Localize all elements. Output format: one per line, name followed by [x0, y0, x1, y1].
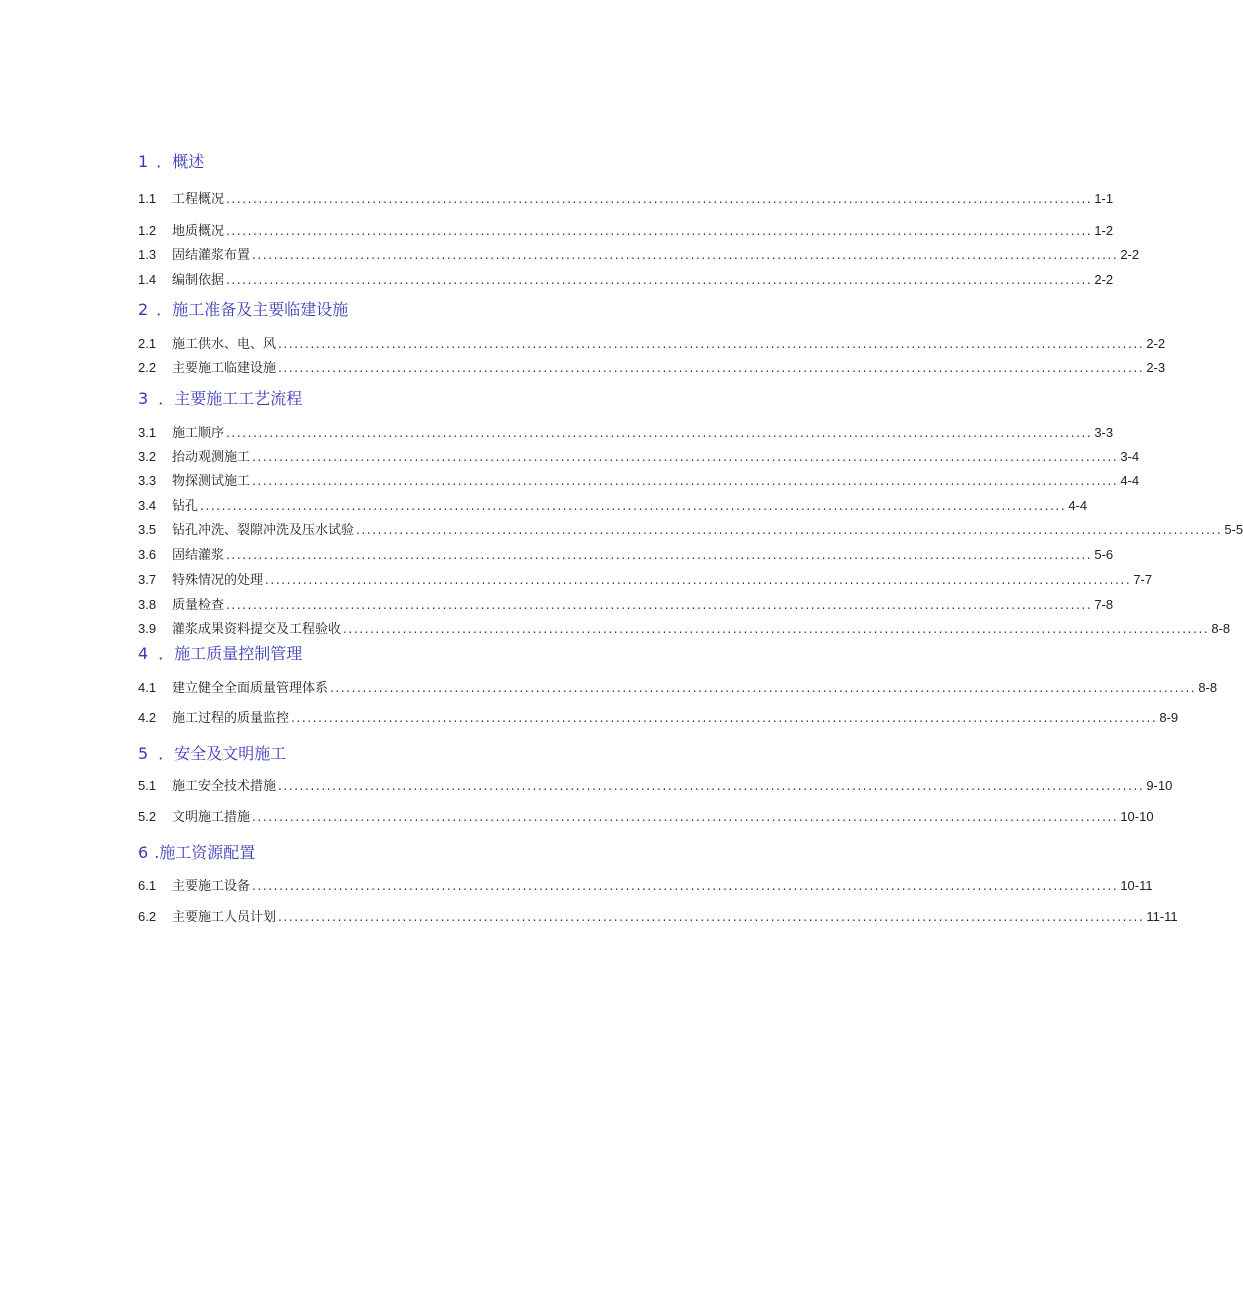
- dot-leader: ................................................................................................................................................................: [226, 224, 1093, 238]
- toc-entry[interactable]: [138, 709, 1179, 727]
- dot-leader: ................................................................................................................................................................: [226, 273, 1093, 287]
- toc-entry-number: 5.1: [138, 778, 157, 793]
- toc-entry-number: 1.3: [138, 247, 157, 262]
- toc-entry-page: 2-3: [1146, 360, 1166, 375]
- toc-entry-number: 3.1: [138, 425, 157, 440]
- dot-leader: ................................................................................................................................................................: [291, 711, 1158, 725]
- dot-leader: ................................................................................................................................................................: [278, 779, 1145, 793]
- dot-leader: ................................................................................................................................................................: [252, 248, 1119, 262]
- toc-heading-title: ．主要施工工艺流程: [158, 389, 303, 408]
- toc-heading[interactable]: [138, 300, 348, 320]
- dot-leader: ................................................................................................................................................................: [226, 548, 1093, 562]
- dot-leader: ................................................................................................................................................................: [226, 598, 1093, 612]
- toc-entry-number: 3.8: [138, 597, 157, 612]
- toc-entry[interactable]: [138, 877, 1153, 895]
- toc-entry-number: 2.2: [138, 360, 157, 375]
- toc-entry-page: 8-8: [1211, 621, 1231, 636]
- toc-entry-number: 3.6: [138, 547, 157, 562]
- dot-leader: ................................................................................................................................................................: [343, 622, 1210, 636]
- toc-entry-page: 2-2: [1094, 272, 1114, 287]
- toc-entry-number: 6.1: [138, 878, 157, 893]
- dot-leader: ................................................................................................................................................................: [252, 879, 1119, 893]
- dot-leader: ................................................................................................................................................................: [265, 573, 1132, 587]
- toc-entry-page: 2-2: [1146, 336, 1166, 351]
- toc-entry[interactable]: [138, 335, 1166, 353]
- toc-entry-page: 2-2: [1120, 247, 1140, 262]
- toc-entry[interactable]: [138, 620, 1231, 638]
- toc-entry-number: 1.1: [138, 191, 157, 206]
- toc-entry-title: 编制依据: [172, 273, 225, 288]
- dot-leader: ................................................................................................................................................................: [226, 426, 1093, 440]
- toc-entry[interactable]: [138, 521, 1243, 539]
- toc-entry-number: 1.4: [138, 272, 157, 287]
- toc-entry-title: 抬动观测施工: [172, 450, 251, 465]
- dot-leader: ................................................................................................................................................................: [278, 910, 1145, 924]
- toc-heading-title: .施工资源配置: [154, 843, 256, 862]
- toc-entry-page: 3-4: [1120, 449, 1140, 464]
- toc-entry-page: 10-11: [1120, 878, 1153, 893]
- toc-heading-title: ．安全及文明施工: [158, 744, 287, 763]
- dot-leader: ................................................................................................................................................................: [278, 361, 1145, 375]
- toc-entry-title: 钻孔: [172, 499, 199, 514]
- toc-entry-page: 1-1: [1094, 191, 1114, 206]
- toc-heading-title: ．施工准备及主要临建设施: [156, 300, 349, 319]
- toc-heading[interactable]: [138, 843, 255, 863]
- toc-heading-title: ．施工质量控制管理: [158, 644, 303, 663]
- toc-entry[interactable]: [138, 448, 1140, 466]
- toc-entry[interactable]: [138, 808, 1154, 826]
- toc-entry-title: 物探测试施工: [172, 474, 251, 489]
- toc-entry-number: 3.5: [138, 522, 157, 537]
- toc-entry-page: 5-6: [1094, 547, 1114, 562]
- toc-entry[interactable]: [138, 777, 1173, 795]
- toc-entry-title: 主要施工临建设施: [172, 361, 277, 376]
- toc-entry-title: 建立健全全面质量管理体系: [172, 681, 329, 696]
- toc-entry-number: 5.2: [138, 809, 157, 824]
- toc-entry-page: 10-10: [1120, 809, 1154, 824]
- dot-leader: ................................................................................................................................................................: [226, 192, 1093, 206]
- toc-entry[interactable]: [138, 908, 1178, 926]
- toc-heading[interactable]: [138, 152, 204, 172]
- toc-entry-title: 灌浆成果资料提交及工程验收: [172, 622, 342, 637]
- toc-entry-number: 3.3: [138, 473, 157, 488]
- toc-entry-page: 8-9: [1159, 710, 1179, 725]
- toc-entry-number: 1.2: [138, 223, 157, 238]
- toc-entry-title: 地质概况: [172, 224, 225, 239]
- toc-entry-title: 主要施工设备: [172, 879, 251, 894]
- toc-heading-number: 3: [138, 389, 149, 408]
- toc-entry-number: 3.9: [138, 621, 157, 636]
- toc-entry-page: 3-3: [1094, 425, 1114, 440]
- toc-entry-number: 3.4: [138, 498, 157, 513]
- dot-leader: ................................................................................................................................................................: [252, 450, 1119, 464]
- toc-entry-number: 3.7: [138, 572, 157, 587]
- toc-entry-title: 施工顺序: [172, 426, 225, 441]
- dot-leader: ................................................................................................................................................................: [252, 810, 1119, 824]
- toc-entry[interactable]: [138, 472, 1140, 490]
- toc-entry-page: 4-4: [1120, 473, 1140, 488]
- toc-entry-title: 施工安全技术措施: [172, 779, 277, 794]
- toc-entry-title: 钻孔冲洗、裂隙冲洗及压水试验: [172, 523, 355, 538]
- toc-entry-title: 固结灌浆: [172, 548, 225, 563]
- dot-leader: ................................................................................................................................................................: [278, 337, 1145, 351]
- toc-entry[interactable]: [138, 679, 1218, 697]
- toc-entry-page: 7-7: [1133, 572, 1153, 587]
- toc-entry[interactable]: [138, 190, 1114, 208]
- toc-entry-number: 6.2: [138, 909, 157, 924]
- toc-entry-title: 主要施工人员计划: [172, 910, 277, 925]
- dot-leader: ................................................................................................................................................................: [356, 523, 1223, 537]
- toc-entry[interactable]: [138, 497, 1088, 515]
- toc-entry[interactable]: [138, 596, 1114, 614]
- toc-entry-page: 5-5: [1224, 522, 1243, 537]
- toc-entry-number: 4.1: [138, 680, 157, 695]
- toc-heading[interactable]: [138, 389, 302, 409]
- toc-entry[interactable]: [138, 271, 1114, 289]
- toc-entry-title: 文明施工措施: [172, 810, 251, 825]
- toc-entry-number: 2.1: [138, 336, 157, 351]
- toc-heading-number: 6: [138, 843, 149, 862]
- toc-heading[interactable]: [138, 644, 302, 664]
- toc-entry-page: 9-10: [1146, 778, 1173, 793]
- toc-entry-title: 工程概况: [172, 192, 225, 207]
- toc-heading[interactable]: [138, 744, 286, 764]
- toc-heading-number: 4: [138, 644, 149, 663]
- toc-entry-number: 3.2: [138, 449, 157, 464]
- toc-heading-number: 5: [138, 744, 149, 763]
- toc-entry-title: 特殊情况的处理: [172, 573, 264, 588]
- toc-entry-page: 8-8: [1198, 680, 1218, 695]
- toc-entry-title: 质量检查: [172, 598, 225, 613]
- toc-entry-page: 1-2: [1094, 223, 1114, 238]
- toc-entry-number: 4.2: [138, 710, 157, 725]
- dot-leader: ................................................................................................................................................................: [200, 499, 1067, 513]
- toc-entry[interactable]: [138, 222, 1114, 240]
- toc-entry-title: 固结灌浆布置: [172, 248, 251, 263]
- toc-entry[interactable]: [138, 359, 1166, 377]
- toc-entry-title: 施工供水、电、风: [172, 337, 277, 352]
- toc-entry[interactable]: [138, 424, 1114, 442]
- toc-entry-title: 施工过程的质量监控: [172, 711, 290, 726]
- dot-leader: ................................................................................................................................................................: [252, 474, 1119, 488]
- toc-entry-page: 4-4: [1068, 498, 1088, 513]
- toc-heading-number: 2: [138, 300, 149, 319]
- toc-heading-title: ．概述: [156, 152, 205, 171]
- toc-heading-number: 1: [138, 152, 149, 171]
- toc-entry-page: 7-8: [1094, 597, 1114, 612]
- toc-entry[interactable]: [138, 571, 1153, 589]
- toc-entry-page: 11-11: [1146, 909, 1178, 924]
- toc-entry[interactable]: [138, 246, 1140, 264]
- toc-entry[interactable]: [138, 546, 1114, 564]
- dot-leader: ................................................................................................................................................................: [330, 681, 1197, 695]
